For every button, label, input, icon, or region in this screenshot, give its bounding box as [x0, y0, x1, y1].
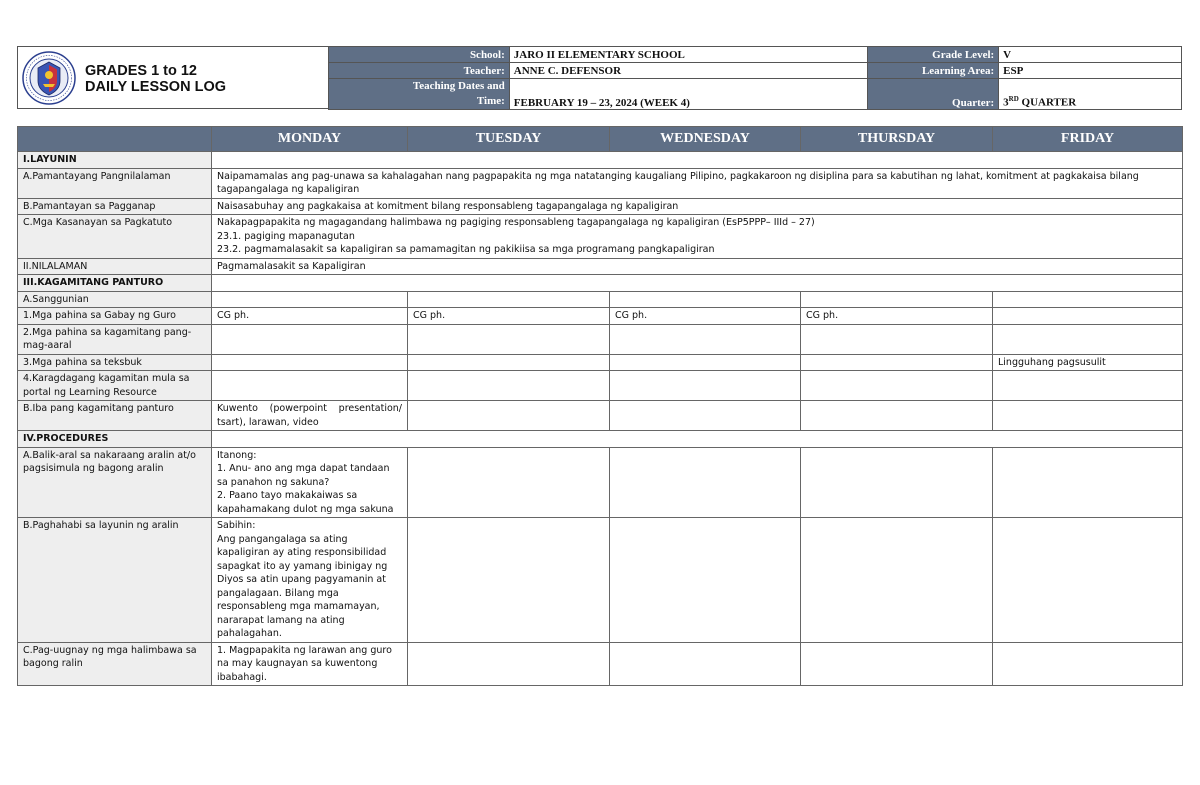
balik-aral-line: 1. Anu- ano ang mga dapat tandaan sa panahon ng sakuna?: [217, 463, 390, 488]
table-row: [18, 642, 1183, 686]
empty-cell: [801, 401, 993, 431]
row-label-paghahabi: B.Paghahabi sa layunin ng aralin: [18, 518, 212, 643]
empty-cell: [212, 371, 408, 401]
teaching-dates-label: [329, 79, 510, 110]
title-line-dll: DAILY LESSON LOG: [85, 79, 226, 95]
teacher-label: Teacher:: [329, 63, 510, 79]
pagganap-value: Naisasabuhay ang pagkakaisa at komitment bilang responsableng tagapangalaga ng kapaligiran: [212, 198, 1183, 215]
table-row: [18, 431, 1183, 448]
table-row: [18, 401, 1183, 431]
paghahabi-line: Ang pangangalaga sa ating kapaligiran ay ating responsibilidad sapagkat ito ay yamang ibinigay ng Diyos sa atin upang pagyamanin at pangalagaan. Bilang mga responsableng mga mamamayan, nararapat lamang na ating pahalagahan.: [217, 533, 388, 639]
pag-uugnay-monday: 1. Magpapakita ng larawan ang guro na may kaugnayan sa kuwentong ibabahagi.: [212, 642, 408, 686]
empty-cell: [801, 642, 993, 686]
empty-cell: [993, 447, 1183, 518]
empty-cell: [801, 291, 993, 308]
table-row: [18, 324, 1183, 354]
row-label-pamantayang-pangnilalaman: A.Pamantayang Pangnilalaman: [18, 168, 212, 198]
day-monday: MONDAY: [212, 127, 408, 152]
empty-cell: [408, 324, 610, 354]
table-row: [18, 215, 1183, 259]
empty-cell: [212, 324, 408, 354]
teksbuk-friday: Lingguhang pagsusulit: [993, 354, 1183, 371]
section-nilalaman: II.NILALAMAN: [18, 258, 212, 275]
empty-cell: [408, 354, 610, 371]
lesson-plan-table: [17, 126, 1183, 686]
empty-cell: [408, 401, 610, 431]
empty-cell: [801, 447, 993, 518]
empty-cell: [801, 518, 993, 643]
day-wednesday: WEDNESDAY: [610, 127, 801, 152]
empty-cell: [610, 518, 801, 643]
paghahabi-line: Sabihin:: [217, 520, 256, 531]
teaching-dates-label-line2: Time:: [476, 95, 505, 107]
empty-cell: [993, 291, 1183, 308]
quarter-number: 3: [1003, 97, 1009, 109]
quarter-text: QUARTER: [1018, 97, 1077, 109]
school-label: School:: [329, 47, 510, 63]
teacher-value: ANNE C. DEFENSOR: [509, 63, 868, 79]
paghahabi-monday: [212, 518, 408, 643]
kasanayan-line: 23.2. pagmamalasakit sa kapaligiran sa pamamagitan ng pakikiisa sa mga programang pangkapaligiran: [217, 244, 715, 255]
empty-cell: [610, 291, 801, 308]
table-row: [18, 198, 1183, 215]
row-label-pagganap: B.Pamantayan sa Pagganap: [18, 198, 212, 215]
empty-cell: [408, 291, 610, 308]
row-label-teksbuk: 3.Mga pahina sa teksbuk: [18, 354, 212, 371]
empty-cell: [610, 642, 801, 686]
empty-cell: [408, 371, 610, 401]
table-row: [18, 354, 1183, 371]
empty-cell: [212, 152, 1183, 169]
empty-cell: [801, 354, 993, 371]
row-label-karagdagang: 4.Karagdagang kagamitan mula sa portal ng Learning Resource: [18, 371, 212, 401]
balik-aral-line: Itanong:: [217, 449, 257, 461]
empty-cell: [408, 447, 610, 518]
empty-cell: [408, 642, 610, 686]
nilalaman-value: Pagmamalasakit sa Kapaligiran: [212, 258, 1183, 275]
quarter-value: [999, 79, 1182, 110]
row-label-mag-aaral: 2.Mga pahina sa kagamitang pang-mag-aaral: [18, 324, 212, 354]
learning-area-label: Learning Area:: [868, 63, 999, 79]
empty-cell: [993, 401, 1183, 431]
section-kagamitan: III.KAGAMITANG PANTURO: [18, 275, 212, 292]
empty-cell: [610, 324, 801, 354]
table-row: [18, 447, 1183, 518]
iba-pang-monday: Kuwento (powerpoint presentation/ tsart), larawan, video: [212, 401, 408, 431]
empty-cell: [801, 371, 993, 401]
day-friday: FRIDAY: [993, 127, 1183, 152]
day-tuesday: TUESDAY: [408, 127, 610, 152]
empty-cell: [212, 431, 1183, 448]
empty-cell: [610, 447, 801, 518]
table-row: [18, 258, 1183, 275]
grade-level-value: V: [999, 47, 1182, 63]
row-label-kasanayan: C.Mga Kasanayan sa Pagkatuto: [18, 215, 212, 259]
table-row: [18, 308, 1183, 325]
grade-level-label: Grade Level:: [868, 47, 999, 63]
deped-seal-icon: [22, 51, 76, 105]
teaching-dates-value: FEBRUARY 19 – 23, 2024 (WEEK 4): [509, 79, 868, 110]
balik-aral-monday: [212, 447, 408, 518]
table-row: [18, 168, 1183, 198]
empty-cell: [212, 291, 408, 308]
document-title: [85, 63, 226, 95]
empty-cell: [212, 354, 408, 371]
gabay-monday: CG ph.: [212, 308, 408, 325]
row-label-pag-uugnay: C.Pag-uugnay ng mga halimbawa sa bagong ralin: [18, 642, 212, 686]
empty-cell: [993, 518, 1183, 643]
empty-cell: [993, 642, 1183, 686]
day-thursday: THURSDAY: [801, 127, 993, 152]
empty-cell: [993, 371, 1183, 401]
empty-cell: [212, 275, 1183, 292]
school-value: JARO II ELEMENTARY SCHOOL: [509, 47, 868, 63]
row-label-iba-pang: B.Iba pang kagamitang panturo: [18, 401, 212, 431]
day-header-row: [18, 127, 1183, 152]
table-row: [18, 275, 1183, 292]
row-label-balik-aral: A.Balik-aral sa nakaraang aralin at/o pagsisimula ng bagong aralin: [18, 447, 212, 518]
row-label-sanggunian: A.Sanggunian: [18, 291, 212, 308]
title-line-grades: GRADES 1 to 12: [85, 63, 197, 79]
learning-area-value: ESP: [999, 63, 1182, 79]
empty-cell: [993, 324, 1183, 354]
title-block: [17, 46, 330, 109]
lesson-log-header: [17, 46, 1182, 109]
quarter-label: Quarter:: [868, 79, 999, 110]
empty-cell: [610, 354, 801, 371]
gabay-wednesday: CG ph.: [610, 308, 801, 325]
section-procedures: IV.PROCEDURES: [18, 431, 212, 448]
section-layunin: I.LAYUNIN: [18, 152, 212, 169]
kasanayan-line: Nakapagpapakita ng magagandang halimbawa ng pagiging responsableng tagapangalaga ng kapaligiran (EsP5PPP– IIId – 27): [217, 217, 815, 228]
table-row: [18, 518, 1183, 643]
pamantayang-pangnilalaman-value: Naipamamalas ang pag-unawa sa kahalagahan nang pagpapakita ng mga natatanging kaugaliang Pilipino, pagkakaroon ng disiplina para sa kabutihan ng lahat, komitment at pagkakaisa bilang tagapangalaga ng kapaligiran: [212, 168, 1183, 198]
table-row: [18, 371, 1183, 401]
gabay-thursday: CG ph.: [801, 308, 993, 325]
empty-cell: [408, 518, 610, 643]
table-row: [18, 291, 1183, 308]
gabay-friday: [993, 308, 1183, 325]
quarter-suffix: RD: [1008, 95, 1019, 104]
empty-cell: [610, 371, 801, 401]
empty-cell: [610, 401, 801, 431]
row-label-gabay-ng-guro: 1.Mga pahina sa Gabay ng Guro: [18, 308, 212, 325]
info-table: [328, 46, 1182, 110]
corner-cell: [18, 127, 212, 152]
teaching-dates-label-line1: Teaching Dates and: [412, 80, 505, 92]
gabay-tuesday: CG ph.: [408, 308, 610, 325]
kasanayan-value: [212, 215, 1183, 259]
balik-aral-line: 2. Paano tayo makakaiwas sa kapahamakang dulot ng mga sakuna: [217, 490, 394, 515]
empty-cell: [801, 324, 993, 354]
kasanayan-line: 23.1. pagiging mapanagutan: [217, 230, 355, 242]
table-row: [18, 152, 1183, 169]
